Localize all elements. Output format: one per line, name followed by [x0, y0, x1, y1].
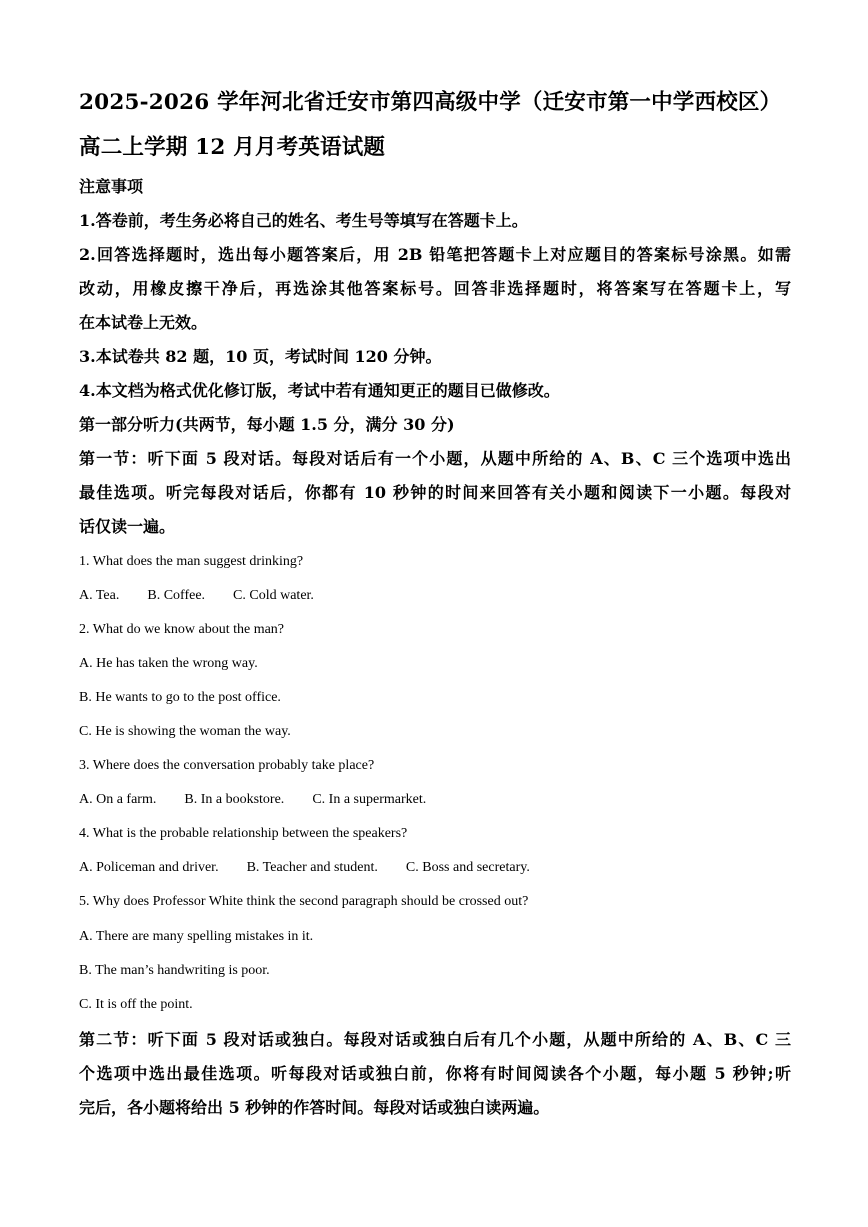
question-4-stem: 4. What is the probable relationship between the speakers?	[79, 826, 408, 841]
question-5-stem: 5. Why does Professor White think the second paragraph should be crossed out?	[79, 894, 529, 909]
exam-title-line-2: 高二上学期 12 月月考英语试题	[79, 135, 386, 160]
section2-instructions-line-3: 完后，各小题将给出 5 秒钟的作答时间。每段对话或独白读两遍。	[79, 1098, 550, 1117]
question-5-option-a: A. There are many spelling mistakes in it.	[79, 929, 314, 944]
question-1-stem: 1. What does the man suggest drinking?	[79, 554, 304, 569]
question-2-option-a: A. He has taken the wrong way.	[79, 656, 258, 671]
question-3-options	[79, 793, 454, 807]
notice-item-4: 4.本文档为格式优化修订版，考试中若有通知更正的题目已做修改。	[79, 381, 560, 400]
notice-heading: 注意事项	[79, 177, 144, 196]
part1-heading: 第一部分听力(共两节，每小题 1.5 分，满分 30 分)	[79, 415, 455, 434]
section2-instructions-line-2: 个选项中选出最佳选项。听每段对话或独白前，你将有时间阅读各个小题，每小题 5 秒钟;听	[79, 1064, 791, 1083]
section1-instructions-line-2: 最佳选项。听完每段对话后，你都有 10 秒钟的时间来回答有关小题和阅读下一小题。每段对	[79, 483, 791, 502]
notice-item-2-line-2: 改动，用橡皮擦干净后，再选涂其他答案标号。回答非选择题时，将答案写在答题卡上，写	[79, 279, 791, 298]
question-5-option-b: B. The man’s handwriting is poor.	[79, 963, 270, 978]
question-2-option-b: B. He wants to go to the post office.	[79, 690, 281, 705]
question-3-option-b: B. In a bookstore.	[184, 792, 285, 807]
question-2-option-c: C. He is showing the woman the way.	[79, 724, 291, 739]
question-4-options	[79, 861, 558, 875]
notice-item-1: 1.答卷前，考生务必将自己的姓名、考生号等填写在答题卡上。	[79, 211, 528, 230]
section2-instructions-line-1: 第二节：听下面 5 段对话或独白。每段对话或独白后有几个小题，从题中所给的 A、B、C 三	[79, 1030, 791, 1049]
question-4-option-b: B. Teacher and student.	[246, 860, 378, 875]
question-5-option-c: C. It is off the point.	[79, 997, 193, 1012]
notice-item-2-line-3: 在本试卷上无效。	[79, 313, 208, 332]
question-2-stem: 2. What do we know about the man?	[79, 622, 285, 637]
question-3-stem: 3. Where does the conversation probably take place?	[79, 758, 375, 773]
question-1-options	[79, 589, 342, 603]
question-4-option-c: C. Boss and secretary.	[405, 860, 530, 875]
notice-item-3: 3.本试卷共 82 题，10 页，考试时间 120 分钟。	[79, 347, 442, 366]
exam-title-line-1: 2025-2026 学年河北省迁安市第四高级中学（迁安市第一中学西校区）	[79, 90, 782, 115]
question-1-option-a: A. Tea.	[79, 588, 120, 603]
question-1-option-b: B. Coffee.	[147, 588, 206, 603]
notice-item-2-line-1: 2.回答选择题时，选出每小题答案后，用 2B 铅笔把答题卡上对应题目的答案标号涂黑。如需	[79, 245, 791, 264]
question-4-option-a: A. Policeman and driver.	[79, 860, 219, 875]
question-1-option-c: C. Cold water.	[233, 588, 314, 603]
section1-instructions-line-1: 第一节：听下面 5 段对话。每段对话后有一个小题，从题中所给的 A、B、C 三个选项中选出	[79, 449, 791, 468]
question-3-option-a: A. On a farm.	[79, 792, 157, 807]
question-3-option-c: C. In a supermarket.	[312, 792, 427, 807]
section1-instructions-line-3: 话仅读一遍。	[79, 517, 176, 536]
